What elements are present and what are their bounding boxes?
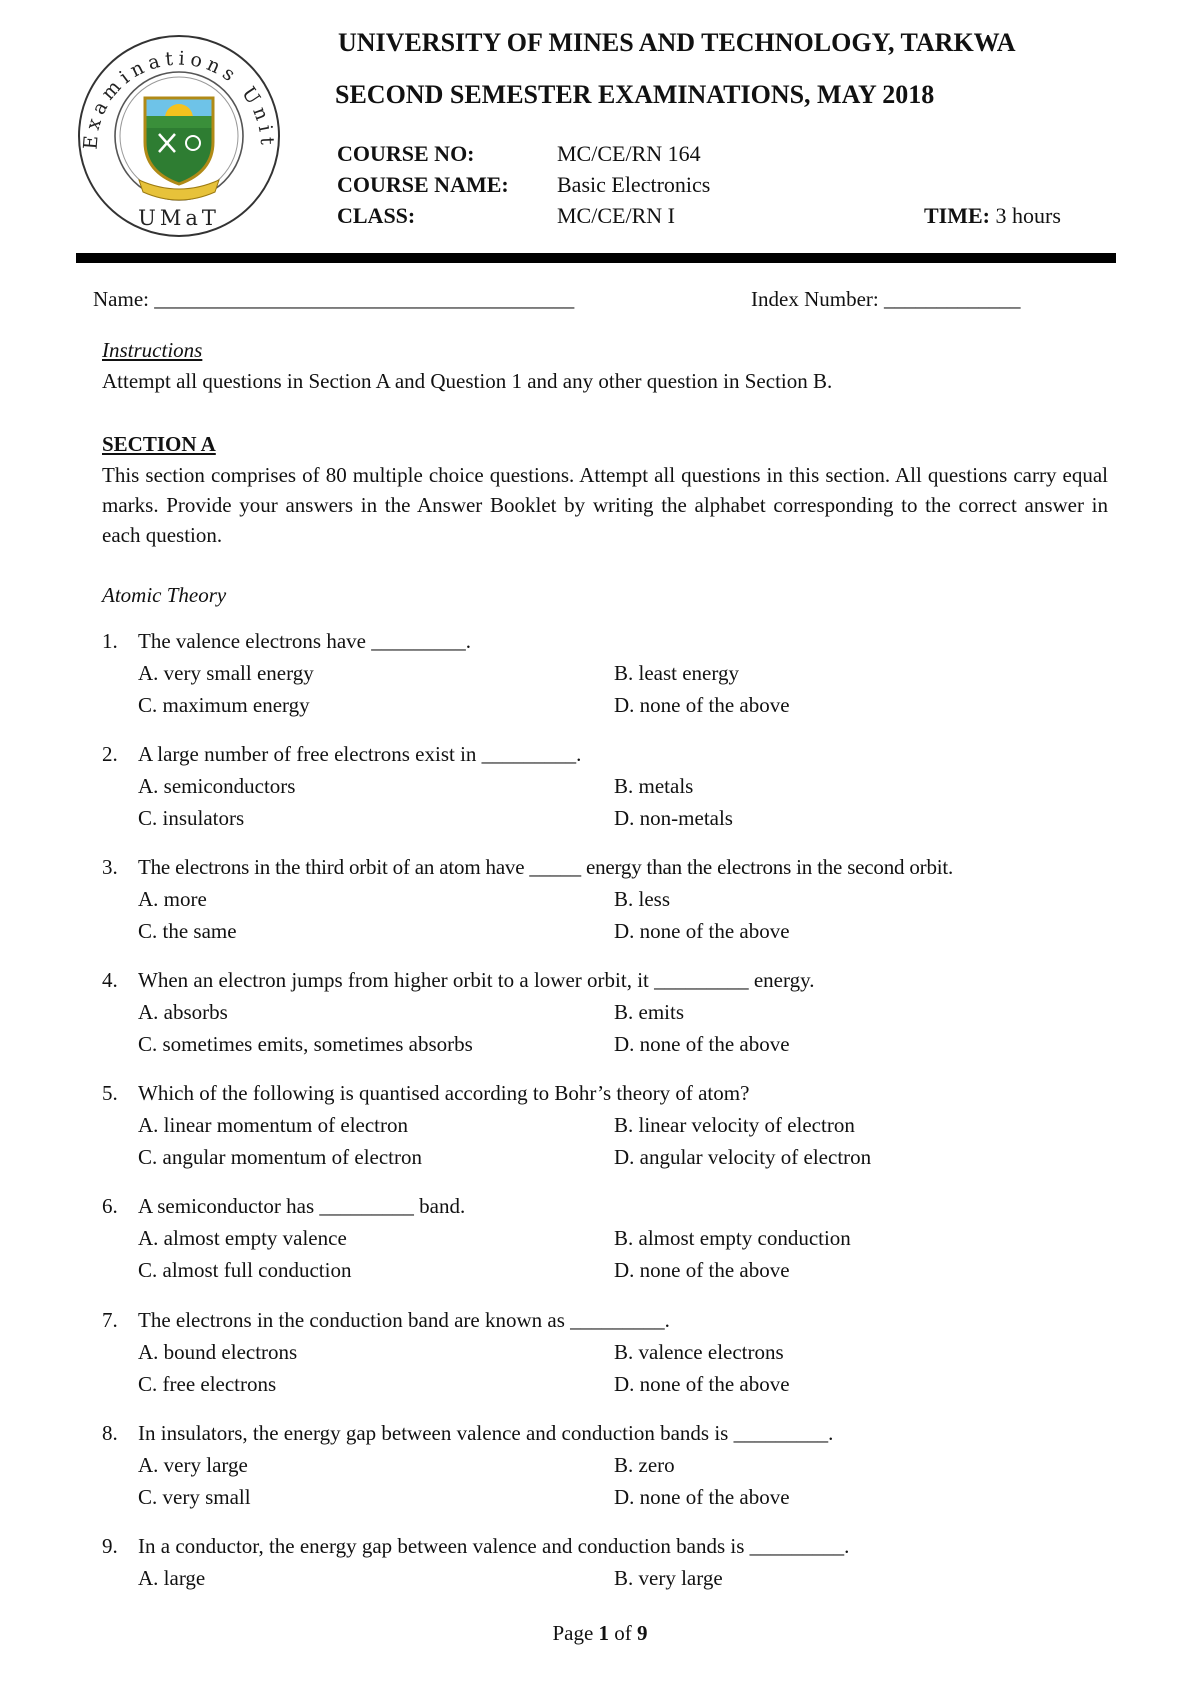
option-a: A. very large (138, 1453, 248, 1477)
question-text: The valence electrons have _________. (138, 629, 471, 653)
question-number: 8. (102, 1421, 118, 1445)
option-d: D. none of the above (614, 693, 790, 717)
time-value: 3 hours (995, 203, 1061, 228)
option-d: D. none of the above (614, 1032, 790, 1056)
option-b: B. less (614, 887, 671, 911)
question-text: Which of the following is quantised according to Bohr’s theory of atom? (138, 1081, 750, 1105)
question (102, 1191, 1122, 1286)
question-text: The electrons in the third orbit of an atom have _____ energy than the electrons in the second orbit. (138, 855, 954, 879)
option-a: A. linear momentum of electron (138, 1113, 408, 1137)
course-no-value: MC/CE/RN 164 (557, 141, 701, 166)
option-c: C. free electrons (138, 1372, 277, 1396)
university-name: UNIVERSITY OF MINES AND TECHNOLOGY, TARKWA (338, 28, 1016, 57)
option-b: B. least energy (614, 661, 739, 685)
question-number: 9. (102, 1534, 118, 1558)
time-label: TIME: (924, 203, 990, 228)
option-d: D. angular velocity of electron (614, 1145, 872, 1169)
option-c: C. angular momentum of electron (138, 1145, 423, 1169)
header-divider (76, 253, 1116, 263)
option-b: B. metals (614, 774, 694, 798)
question (102, 1305, 1122, 1400)
page-number: 1 (598, 1621, 610, 1645)
option-b: B. almost empty conduction (614, 1226, 851, 1250)
option-a: A. bound electrons (138, 1340, 298, 1364)
class-value: MC/CE/RN I (557, 203, 675, 228)
question-number: 6. (102, 1194, 118, 1218)
question-text: A large number of free electrons exist in _________. (138, 742, 582, 766)
question-text: In insulators, the energy gap between valence and conduction bands is _________. (138, 1421, 834, 1445)
section-a-description: This section comprises of 80 multiple choice questions. Attempt all questions in this section. All questions carry equal marks. Provide your answers in the Answer Booklet by writing the alphabet corresponding to the correct answer in each question. (102, 463, 1108, 547)
question (102, 1531, 1122, 1594)
question-number: 1. (102, 629, 118, 653)
question (102, 1418, 1122, 1513)
name-field[interactable]: Name: ________________________________________ (93, 287, 575, 311)
page-total: 9 (637, 1621, 648, 1645)
topic-heading: Atomic Theory (102, 583, 227, 607)
course-name-label: COURSE NAME: (337, 172, 509, 197)
time-field (924, 203, 1061, 229)
exam-title: SECOND SEMESTER EXAMINATIONS, MAY 2018 (335, 80, 935, 109)
option-c: C. the same (138, 919, 237, 943)
question-text: A semiconductor has _________ band. (138, 1194, 466, 1218)
option-b: B. emits (614, 1000, 685, 1024)
question-text: When an electron jumps from higher orbit to a lower orbit, it _________ energy. (138, 968, 815, 992)
instructions-heading: Instructions (102, 338, 203, 362)
course-no-label: COURSE NO: (337, 141, 475, 166)
option-d: D. none of the above (614, 1372, 790, 1396)
option-a: A. almost empty valence (138, 1226, 347, 1250)
question (102, 1078, 1122, 1173)
section-a-heading: SECTION A (102, 432, 216, 456)
question-number: 4. (102, 968, 118, 992)
question-number: 2. (102, 742, 118, 766)
option-c: C. sometimes emits, sometimes absorbs (138, 1032, 473, 1056)
seal-ring-text (75, 32, 283, 240)
question (102, 739, 1122, 834)
option-a: A. semiconductors (138, 774, 296, 798)
option-a: A. large (138, 1566, 206, 1590)
option-b: B. valence electrons (614, 1340, 784, 1364)
option-c: C. insulators (138, 806, 245, 830)
option-c: C. almost full conduction (138, 1258, 352, 1282)
option-b: B. very large (614, 1566, 723, 1590)
option-b: B. linear velocity of electron (614, 1113, 855, 1137)
course-name-value: Basic Electronics (557, 172, 711, 197)
svg-text:Examinations Unit: Examinations Unit (79, 47, 279, 151)
option-a: A. absorbs (138, 1000, 228, 1024)
instructions-text: Attempt all questions in Section A and Question 1 and any other question in Section B. (102, 369, 833, 393)
index-number-field[interactable]: Index Number: _____________ (751, 287, 1021, 311)
question-number: 5. (102, 1081, 118, 1105)
question-number: 3. (102, 855, 118, 879)
option-a: A. more (138, 887, 207, 911)
option-d: D. non-metals (614, 806, 733, 830)
class-label: CLASS: (337, 203, 416, 228)
question (102, 852, 1122, 947)
question-text: The electrons in the conduction band are known as _________. (138, 1308, 670, 1332)
question (102, 965, 1122, 1060)
option-c: C. maximum energy (138, 693, 310, 717)
question (102, 626, 1122, 721)
option-d: D. none of the above (614, 919, 790, 943)
question-number: 7. (102, 1308, 118, 1332)
page-footer (0, 1621, 1200, 1646)
page-word: Page (552, 1621, 594, 1645)
option-d: D. none of the above (614, 1258, 790, 1282)
option-b: B. zero (614, 1453, 675, 1477)
option-c: C. very small (138, 1485, 251, 1509)
option-d: D. none of the above (614, 1485, 790, 1509)
option-a: A. very small energy (138, 661, 314, 685)
svg-text:UMaT: UMaT (138, 206, 220, 230)
of-word: of (614, 1621, 632, 1645)
question-text: In a conductor, the energy gap between valence and conduction bands is _________. (138, 1534, 850, 1558)
